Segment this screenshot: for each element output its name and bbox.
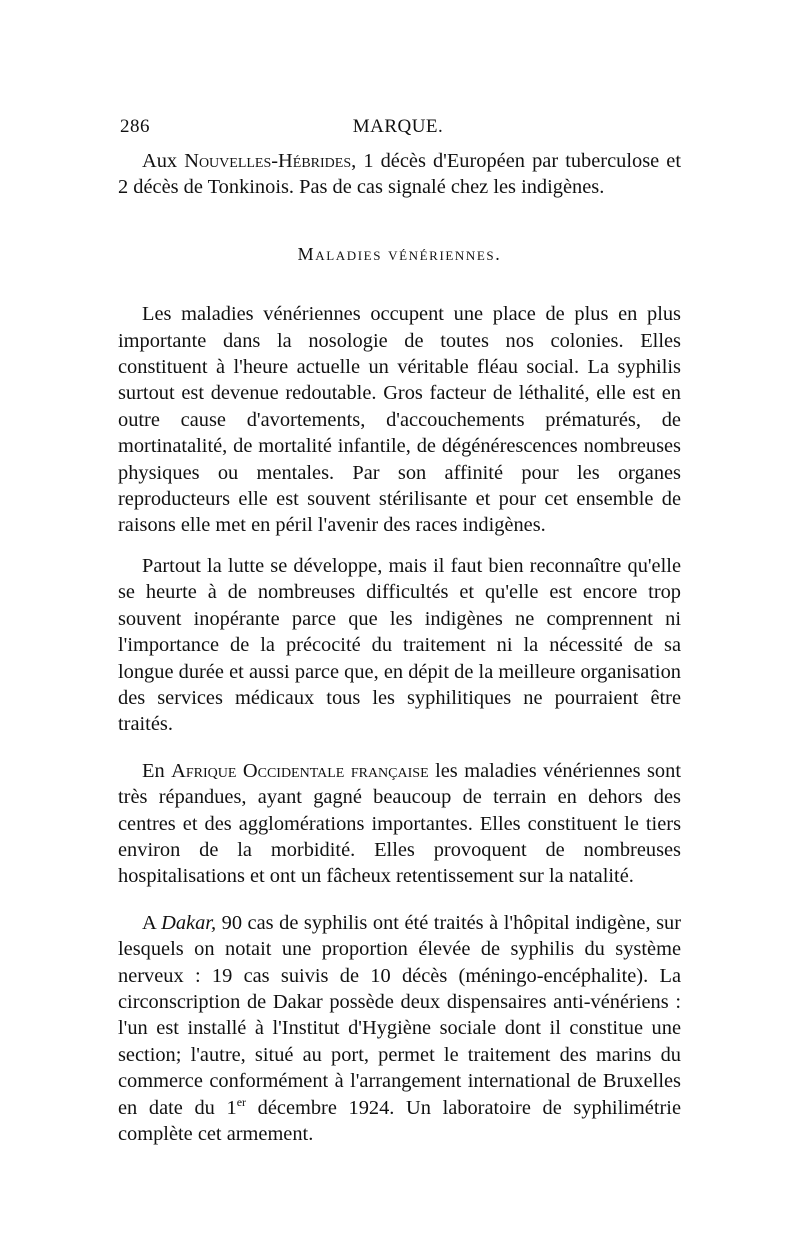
text-run: 90 cas de syphilis ont été traités à l'hôpital indigène, sur lesquels on notait une proportion élevée de syphilis du système nerveux : 19 cas suivis de 10 décès (méningo-encéphalite). La circonscription de Dakar possède deux dispensaires anti-vénériens : l'un est installé à l'Institut d'Hygiène sociale dont il constitue une section; l'autre, situé au port, permet le traitement des marins du commerce conformément à l'arrangement international de Bruxelles en date du 1 (118, 911, 681, 1119)
text-run: décembre 1924. Un laboratoire de syphilimétrie complète cet armement. (118, 1096, 681, 1145)
page-header (118, 116, 678, 144)
running-title: MARQUE. (352, 116, 444, 137)
paragraph-dakar (118, 910, 681, 1148)
page-number: 286 (120, 116, 150, 137)
text-run: Aux (142, 150, 185, 172)
place-name: Nouvelles-Hébrides (184, 150, 352, 172)
paragraph-nouvelles-hebrides (118, 148, 681, 201)
paragraph-afrique-occidentale (118, 758, 681, 890)
paragraph-maladies-intro: Les maladies vénériennes occupent une place de plus en plus importante dans la nosologie de toutes nos colonies. Elles constituent à l'heure actuelle un véritable fléau social. La syphilis surtout est devenue redoutable. Gros facteur de léthalité, elle est en outre cause d'avortements, d'accouchements prématurés, de mortinatalité, de mortalité infantile, de dégénérescences nombreuses physiques ou mentales. Par son affinité pour les organes reproducteurs elle est souvent stérilisante et pour cet ensemble de raisons elle met en péril l'avenir des races indigènes. (118, 303, 681, 537)
text-run: , 1 décès d'Européen par tuberculose et 2 décès de Tonkinois. Pas de cas signalé chez les indigènes. (118, 150, 681, 199)
text-run: En (142, 759, 172, 782)
paragraph-lutte: Partout la lutte se développe, mais il faut bien reconnaître qu'elle se heurte à de nombreuses difficultés et qu'elle est encore trop souvent inopérante parce que les indigènes ne comprennent ni l'importance de la précocité du traitement ni la nécessité de sa longue durée et aussi parce que, en dépit de la meilleure organisation des services médicaux tous les syphilitiques ne pourraient être traités. (118, 554, 681, 736)
place-name: Afrique Occidentale française (171, 759, 429, 782)
section-heading: Maladies vénériennes. (297, 243, 502, 264)
text-run: A (142, 911, 162, 934)
city-name: Dakar, (161, 911, 217, 934)
superscript: er (236, 1094, 247, 1109)
body-text (118, 148, 681, 1147)
text-run: les maladies vénériennes sont très répandues, ayant gagné beaucoup de terrain en dehors des centres et des agglomérations importantes. Elles constituent le tiers environ de la morbidité. Elles provoquent de nombreuses hospitalisations et ont un fâcheux retentissement sur la natalité. (118, 759, 681, 888)
